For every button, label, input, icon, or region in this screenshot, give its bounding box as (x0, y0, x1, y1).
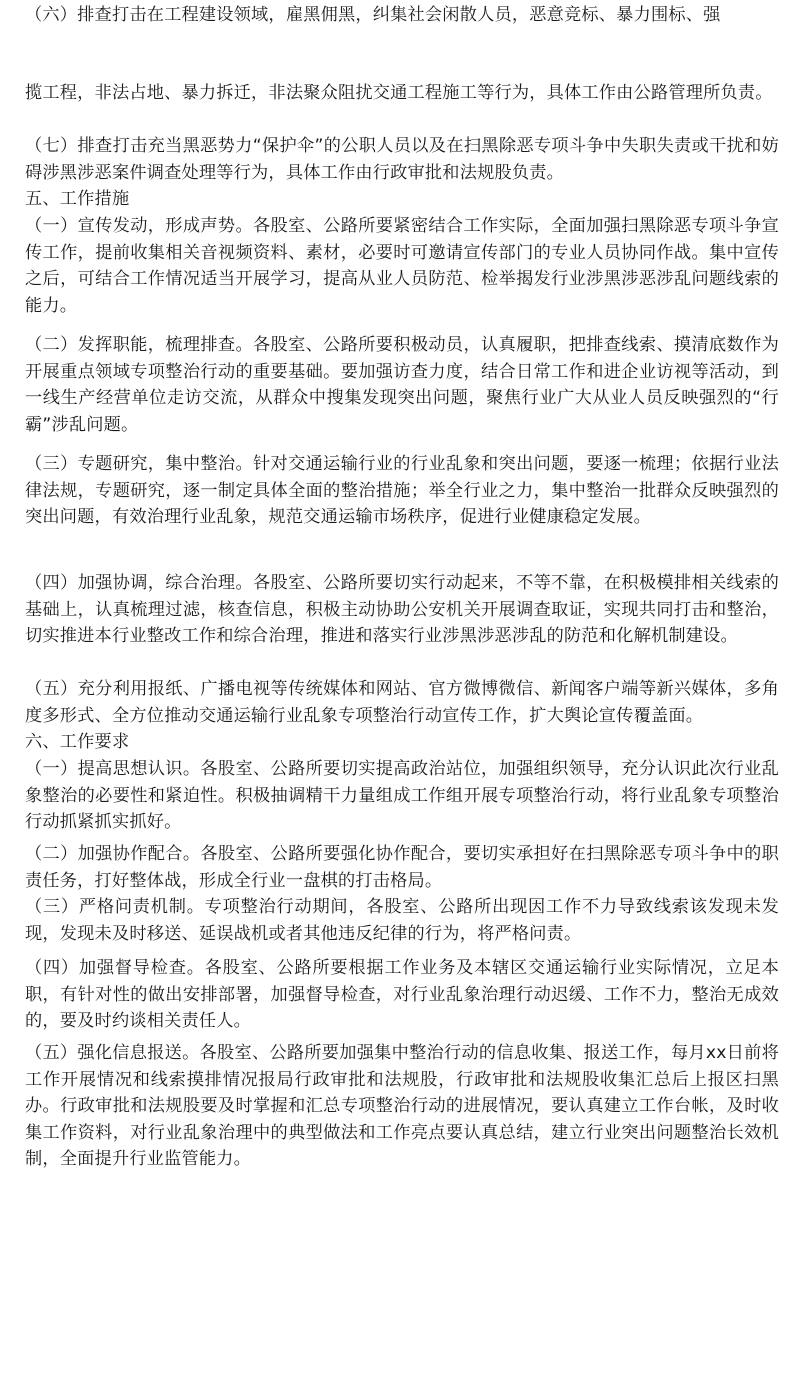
requirement-2: （二）加强协作配合。各股室、公路所要强化协作配合，要切实承担好在扫黑除恶专项斗争中的职责任务，打好整体战，形成全行业一盘棋的打击格局。 (25, 844, 779, 891)
section-5-heading: 五、工作措施 (25, 189, 130, 209)
measure-3: （三）专题研究，集中整治。针对交通运输行业的行业乱象和突出问题，要逐一梳理；依据行业法律法规，专题研究，逐一制定具体全面的整治措施；举全行业之力，集中整治一批群众反映强烈的突出问题，有效治理行业乱象，规范交通运输市场秩序，促进行业健康稳定发展。 (25, 454, 779, 527)
measure-5: （五）充分利用报纸、广播电视等传统媒体和网站、官方微博微信、新闻客户端等新兴媒体，多角度多形式、全方位推动交通运输行业乱象专项整治行动宣传工作，扩大舆论宣传覆盖面。 (25, 679, 779, 726)
measure-4: （四）加强协调，综合治理。各股室、公路所要切实行动起来，不等不靠，在积极模排相关线索的基础上，认真梳理过滤，核查信息，积极主动协助公安机关开展调查取证，实现共同打击和整治，切实推进本行业整改工作和综合治理，推进和落实行业涉黑涉恶涉乱的防范和化解机制建设。 (25, 573, 779, 646)
paragraph-6-start: （六）排查打击在工程建设领域，雇黑佣黑，纠集社会闲散人员，恶意竞标、暴力围标、强 (25, 5, 721, 25)
requirement-5: （五）强化信息报送。各股室、公路所要加强集中整治行动的信息收集、报送工作，每月xx日前将工作开展情况和线索摸排情况报局行政审批和法规股，行政审批和法规股收集汇总后上报区扫黑办。行政审批和法规股要及时掌握和汇总专项整治行动的进展情况，要认真建立工作台帐，及时收集工作资料，对行业乱象治理中的典型做法和工作亮点要认真总结，建立行业突出问题整治长效机制，全面提升行业监管能力。 (25, 1043, 779, 1169)
paragraph-6-continued: 揽工程，非法占地、暴力拆迁，非法聚众阻扰交通工程施工等行为，具体工作由公路管理所负责。 (25, 83, 773, 103)
requirement-3: （三）严格问责机制。专项整治行动期间，各股室、公路所出现因工作不力导致线索该发现未发现，发现未及时移送、延误战机或者其他违反纪律的行为，将严格问责。 (25, 897, 779, 944)
requirement-4: （四）加强督导检查。各股室、公路所要根据工作业务及本辖区交通运输行业实际情况，立足本职，有针对性的做出安排部署，加强督导检查，对行业乱象治理行动迟缓、工作不力，整治无成效的，要及时约谈相关责任人。 (25, 958, 779, 1031)
measure-2: （二）发挥职能，梳理排查。各股室、公路所要积极动员，认真履职，把排查线索、摸清底数作为开展重点领域专项整治行动的重要基础。要加强访查力度，结合日常工作和进企业访视等活动，到一线生产经营单位走访交流，从群众中搜集发现突出问题，聚焦行业广大从业人员反映强烈的“行霸”涉乱问题。 (25, 335, 779, 435)
measure-1: （一）宣传发动，形成声势。各股室、公路所要紧密结合工作实际，全面加强扫黑除恶专项斗争宣传工作，提前收集相关音视频资料、素材，必要时可邀请宣传部门的专业人员协同作战。集中宣传之后，可结合工作情况适当开展学习，提高从业人员防范、检举揭发行业涉黑涉恶涉乱问题线索的能力。 (25, 216, 779, 316)
paragraph-7: （七）排查打击充当黑恶势力“保护伞”的公职人员以及在扫黑除恶专项斗争中失职失责或干扰和妨碍涉黑涉恶案件调查处理等行为，具体工作由行政审批和法规股负责。 (25, 136, 779, 183)
section-6-heading: 六、工作要求 (25, 732, 130, 752)
requirement-1: （一）提高思想认识。各股室、公路所要切实提高政治站位，加强组织领导，充分认识此次行业乱象整治的必要性和紧迫性。积极抽调精干力量组成工作组开展专项整治行动，将行业乱象专项整治行动抓紧抓实抓好。 (25, 759, 779, 832)
